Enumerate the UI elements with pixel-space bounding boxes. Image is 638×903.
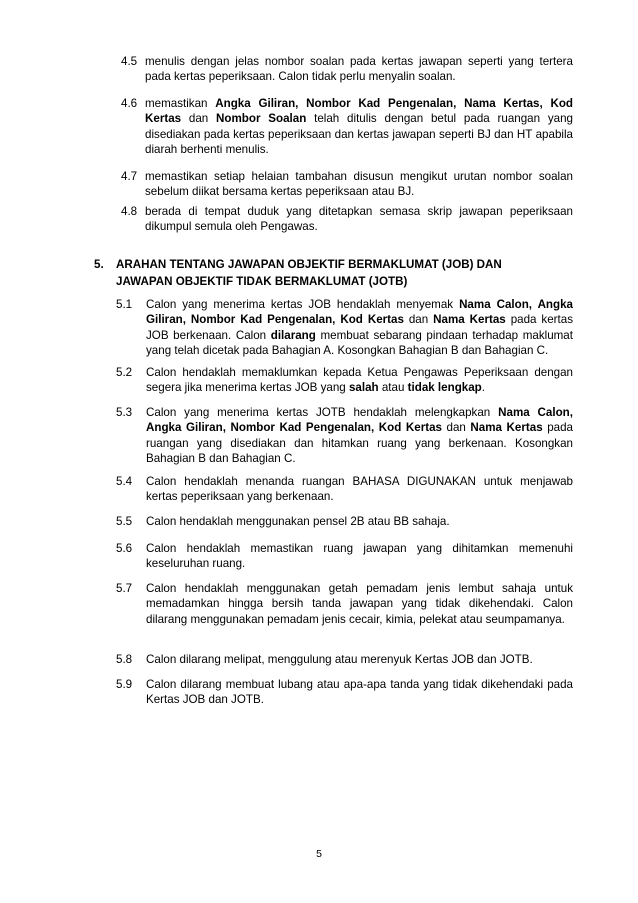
item-text	[146, 297, 573, 359]
bold-text: dilarang	[270, 328, 316, 342]
list-item-5-2	[116, 365, 573, 396]
bold-text: salah	[348, 381, 379, 395]
item-text	[146, 677, 573, 708]
page-number: 5	[316, 848, 322, 860]
text-run: menulis dengan jelas nombor soalan pada kertas jawapan seperti yang tertera pada kertas peperiksaan. Calon tidak perlu menyalin soalan.	[145, 55, 573, 84]
list-item-5-8	[116, 652, 573, 667]
item-text	[146, 474, 573, 505]
text-run: Calon hendaklah menggunakan getah pemadam jenis lembut sahaja untuk memadamkan hingga bersih tanda jawapan yang tidak dikehendaki. Calon dilarang menggunakan pemadam jenis cecair, kimia, pelekat atau seumpamanya.	[146, 582, 573, 626]
section-number: 5.	[94, 258, 104, 271]
bold-text: Angka Giliran, Nombor Kad Pengenalan, Nama Kertas, Kod Kertas	[145, 97, 574, 126]
list-item-5-9	[116, 677, 573, 708]
item-number: 5.5	[116, 515, 133, 528]
text-run: .	[481, 381, 485, 395]
text-run: membuat sebarang pindaan terhadap maklumat yang telah dicetak pada Bahagian A. Kosongkan Bahagian B dan Bahagian C.	[146, 328, 573, 358]
bold-text: Nama Calon, Angka Giliran, Nombor Kad Pengenalan, Kod Kertas	[146, 406, 573, 435]
bold-text: Nombor Soalan	[216, 112, 307, 126]
list-item-5-4	[116, 474, 573, 505]
item-text	[146, 581, 573, 627]
text-run: pada kertas JOB berkenaan. Calon	[146, 313, 573, 342]
bold-text: Nama Calon, Angka Giliran, Nombor Kad Pengenalan, Kod Kertas	[146, 298, 573, 327]
text-run: Calon hendaklah memastikan ruang jawapan yang dihitamkan memenuhi keseluruhan ruang.	[146, 542, 573, 571]
text-run: memastikan	[145, 97, 216, 110]
text-run: dan	[441, 421, 471, 435]
text-run: Calon yang menerima kertas JOTB hendaklah melengkapkan	[146, 406, 499, 419]
item-text	[145, 54, 573, 85]
text-run: atau	[378, 381, 408, 395]
text-run: pada ruangan yang disediakan dan hitamkan ruang yang berkenaan. Kosongkan Bahagian B dan Bahagian C.	[146, 421, 574, 466]
text-run: Calon dilarang melipat, menggulung atau merenyuk Kertas JOB dan JOTB.	[146, 653, 533, 666]
bold-text: Nama Kertas	[433, 313, 506, 327]
list-item-5-1	[116, 297, 573, 359]
list-item-4-5	[121, 54, 573, 85]
text-run: Calon hendaklah menggunakan pensel 2B atau BB sahaja.	[146, 515, 450, 528]
section-title-line-2: JAWAPAN OBJEKTIF TIDAK BERMAKLUMAT (JOTB)	[116, 275, 408, 288]
item-text	[145, 169, 573, 200]
item-number: 4.7	[121, 170, 138, 183]
list-item-5-6	[116, 541, 573, 572]
item-number: 4.8	[121, 205, 138, 218]
bold-text: tidak lengkap	[407, 381, 482, 395]
section-title	[116, 256, 546, 290]
item-number: 5.1	[116, 298, 133, 311]
item-text	[145, 204, 573, 235]
text-run: memastikan setiap helaian tambahan disusun mengikut urutan nombor soalan sebelum diikat bersama kertas peperiksaan atau BJ.	[145, 170, 573, 199]
text-run: Calon dilarang membuat lubang atau apa-apa tanda yang tidak dikehendaki pada Kertas JOB dan JOTB.	[146, 678, 573, 707]
item-text	[146, 405, 573, 467]
text-run: dan	[403, 313, 434, 327]
item-number: 5.3	[116, 406, 133, 419]
item-number: 5.2	[116, 366, 133, 379]
item-text	[146, 365, 573, 396]
list-item-5-5	[116, 514, 573, 529]
list-item-5-7	[116, 581, 573, 627]
item-number: 4.5	[121, 55, 138, 68]
item-text	[146, 514, 573, 529]
text-run: Calon hendaklah menanda ruangan BAHASA DIGUNAKAN untuk menjawab kertas peperiksaan yang berkenaan.	[146, 475, 573, 504]
text-run: Calon hendaklah memaklumkan kepada Ketua Pengawas Peperiksaan dengan segera jika menerima kertas JOB yang	[146, 366, 573, 395]
list-item-4-7	[121, 169, 573, 200]
text-run: Calon yang menerima kertas JOB hendaklah menyemak	[146, 298, 460, 311]
list-item-5-3	[116, 405, 573, 467]
bold-text: Nama Kertas	[470, 421, 543, 435]
list-item-4-8	[121, 204, 573, 235]
item-text	[145, 96, 573, 158]
item-number: 5.9	[116, 678, 133, 691]
item-number: 5.7	[116, 582, 133, 595]
item-number: 5.8	[116, 653, 133, 666]
item-number: 4.6	[121, 97, 138, 110]
text-run: berada di tempat duduk yang ditetapkan semasa skrip jawapan peperiksaan dikumpul semula oleh Pengawas.	[145, 205, 573, 234]
item-text	[146, 541, 573, 572]
item-number: 5.6	[116, 542, 133, 555]
item-number: 5.4	[116, 475, 133, 488]
list-item-4-6	[121, 96, 573, 158]
text-run: telah ditulis dengan betul pada ruangan yang disediakan pada kertas peperiksaan dan kertas jawapan seperti BJ dan HT apabila diarah berhenti menulis.	[145, 112, 573, 157]
item-text	[146, 652, 573, 667]
text-run: dan	[181, 112, 217, 126]
section-title-line-1: ARAHAN TENTANG JAWAPAN OBJEKTIF BERMAKLUMAT (JOB) DAN	[116, 258, 502, 271]
